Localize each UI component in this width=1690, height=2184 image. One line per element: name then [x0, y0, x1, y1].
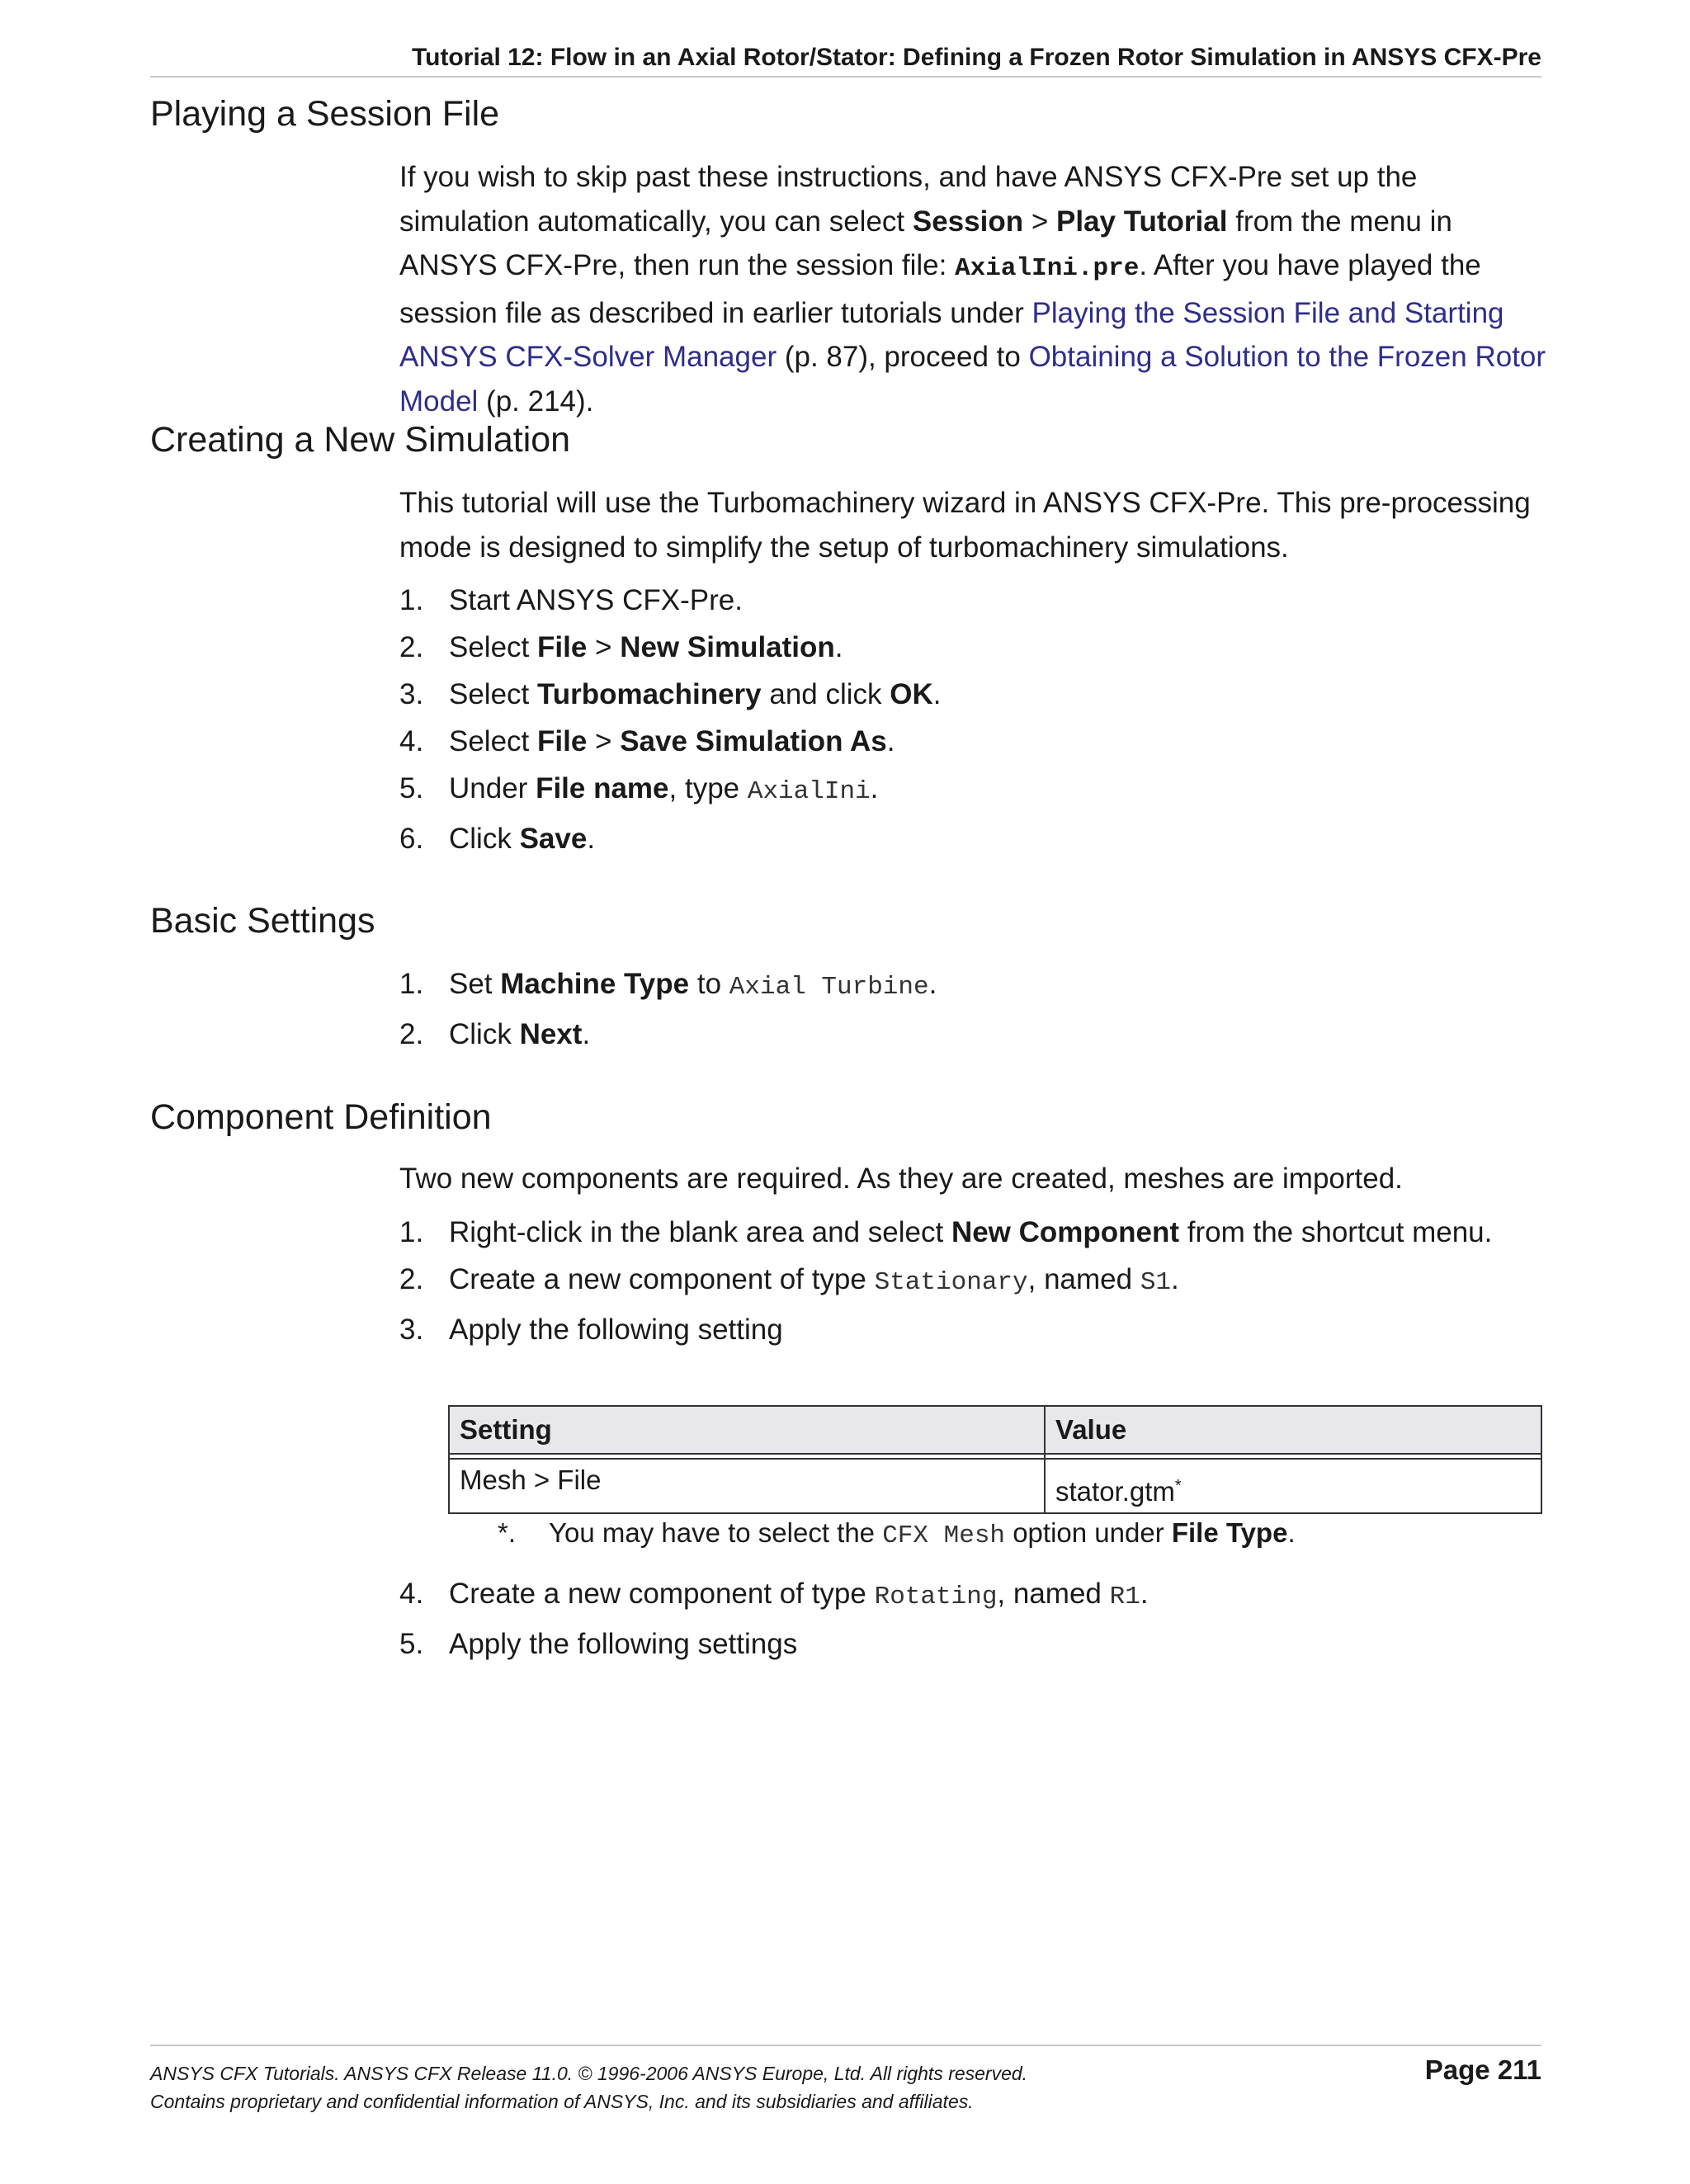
section-heading-component-definition: Component Definition	[150, 1097, 492, 1137]
list-item: 1. Start ANSYS CFX-Pre.	[399, 584, 743, 616]
table-row	[449, 1459, 1541, 1513]
footer-line-1: ANSYS CFX Tutorials. ANSYS CFX Release 11.0. © 1996-2006 ANSYS Europe, Ltd. All rights reserved.	[150, 2063, 1028, 2084]
table-header-value: Value	[1045, 1406, 1541, 1454]
list-item: 1. Set Machine Type to Axial Turbine.	[399, 968, 937, 1002]
page-number: Page 211	[1424, 2054, 1541, 2085]
table-footnote: *. You may have to select the CFX Mesh option under File Type.	[498, 1517, 1296, 1550]
list-item: 5. Under File name, type AxialIni.	[399, 772, 879, 806]
section-heading-basic-settings: Basic Settings	[150, 901, 375, 941]
component-steps-b	[399, 1570, 1546, 1667]
footer-copyright	[150, 2059, 1027, 2116]
list-item: 3. Apply the following setting	[399, 1314, 783, 1346]
list-item: 2. Create a new component of type Stationary, named S1.	[399, 1263, 1179, 1297]
footer-divider	[150, 2045, 1541, 2046]
list-item: 5. Apply the following settings	[399, 1628, 798, 1660]
running-header: Tutorial 12: Flow in an Axial Rotor/Stator: Defining a Frozen Rotor Simulation in ANSYS CFX-Pre	[150, 41, 1541, 78]
table-header-setting: Setting	[449, 1406, 1045, 1454]
component-steps-a	[399, 1209, 1546, 1353]
list-item: 2. Select File > New Simulation.	[399, 631, 843, 663]
list-item: 3. Select Turbomachinery and click OK.	[399, 678, 942, 710]
basic-settings-steps	[399, 960, 1546, 1058]
list-item: 4. Create a new component of type Rotating, named R1.	[399, 1578, 1149, 1611]
settings-table	[448, 1405, 1542, 1514]
session-file-code: AxialIni.pre	[955, 254, 1140, 283]
component-intro: Two new components are required. As they are created, meshes are imported.	[399, 1163, 1403, 1195]
list-item: 2. Click Next.	[399, 1018, 591, 1050]
section-heading-new-simulation: Creating a New Simulation	[150, 420, 571, 460]
session-paragraph: If you wish to skip past these instructions, and have ANSYS CFX-Pre set up the simulation automatically, you can select Session > Play Tutorial from the menu in ANSYS CFX-Pre, then run the session file: AxialIni.pre. After you have played the session file as described in earlier tutorials under Playing the Session File and Starting ANSYS CFX-Solver Manager (p. 87), proceed to Obtaining a Solution to the Frozen Rotor Model (p. 214).	[399, 161, 1546, 417]
list-item: 6. Click Save.	[399, 823, 596, 855]
footer-line-2: Contains proprietary and confidential information of ANSYS, Inc. and its subsidiaries and affiliates.	[150, 2091, 974, 2112]
link-obtaining-solution[interactable]: Obtaining a Solution to the Frozen Rotor Model	[399, 341, 1546, 417]
list-item: 1. Right-click in the blank area and select New Component from the shortcut menu.	[399, 1216, 1493, 1248]
section-heading-session: Playing a Session File	[150, 94, 500, 134]
table-cell-setting: Mesh > File	[449, 1459, 1045, 1513]
link-playing-session-file[interactable]: Playing the Session File and Starting ANSYS CFX-Solver Manager	[399, 296, 1504, 373]
new-simulation-intro: This tutorial will use the Turbomachinery wizard in ANSYS CFX-Pre. This pre-processing mode is designed to simplify the setup of turbomachinery simulations.	[399, 487, 1531, 564]
new-simulation-steps	[399, 577, 1546, 862]
list-item: 4. Select File > Save Simulation As.	[399, 725, 895, 757]
table-cell-value: stator.gtm*	[1045, 1459, 1541, 1513]
